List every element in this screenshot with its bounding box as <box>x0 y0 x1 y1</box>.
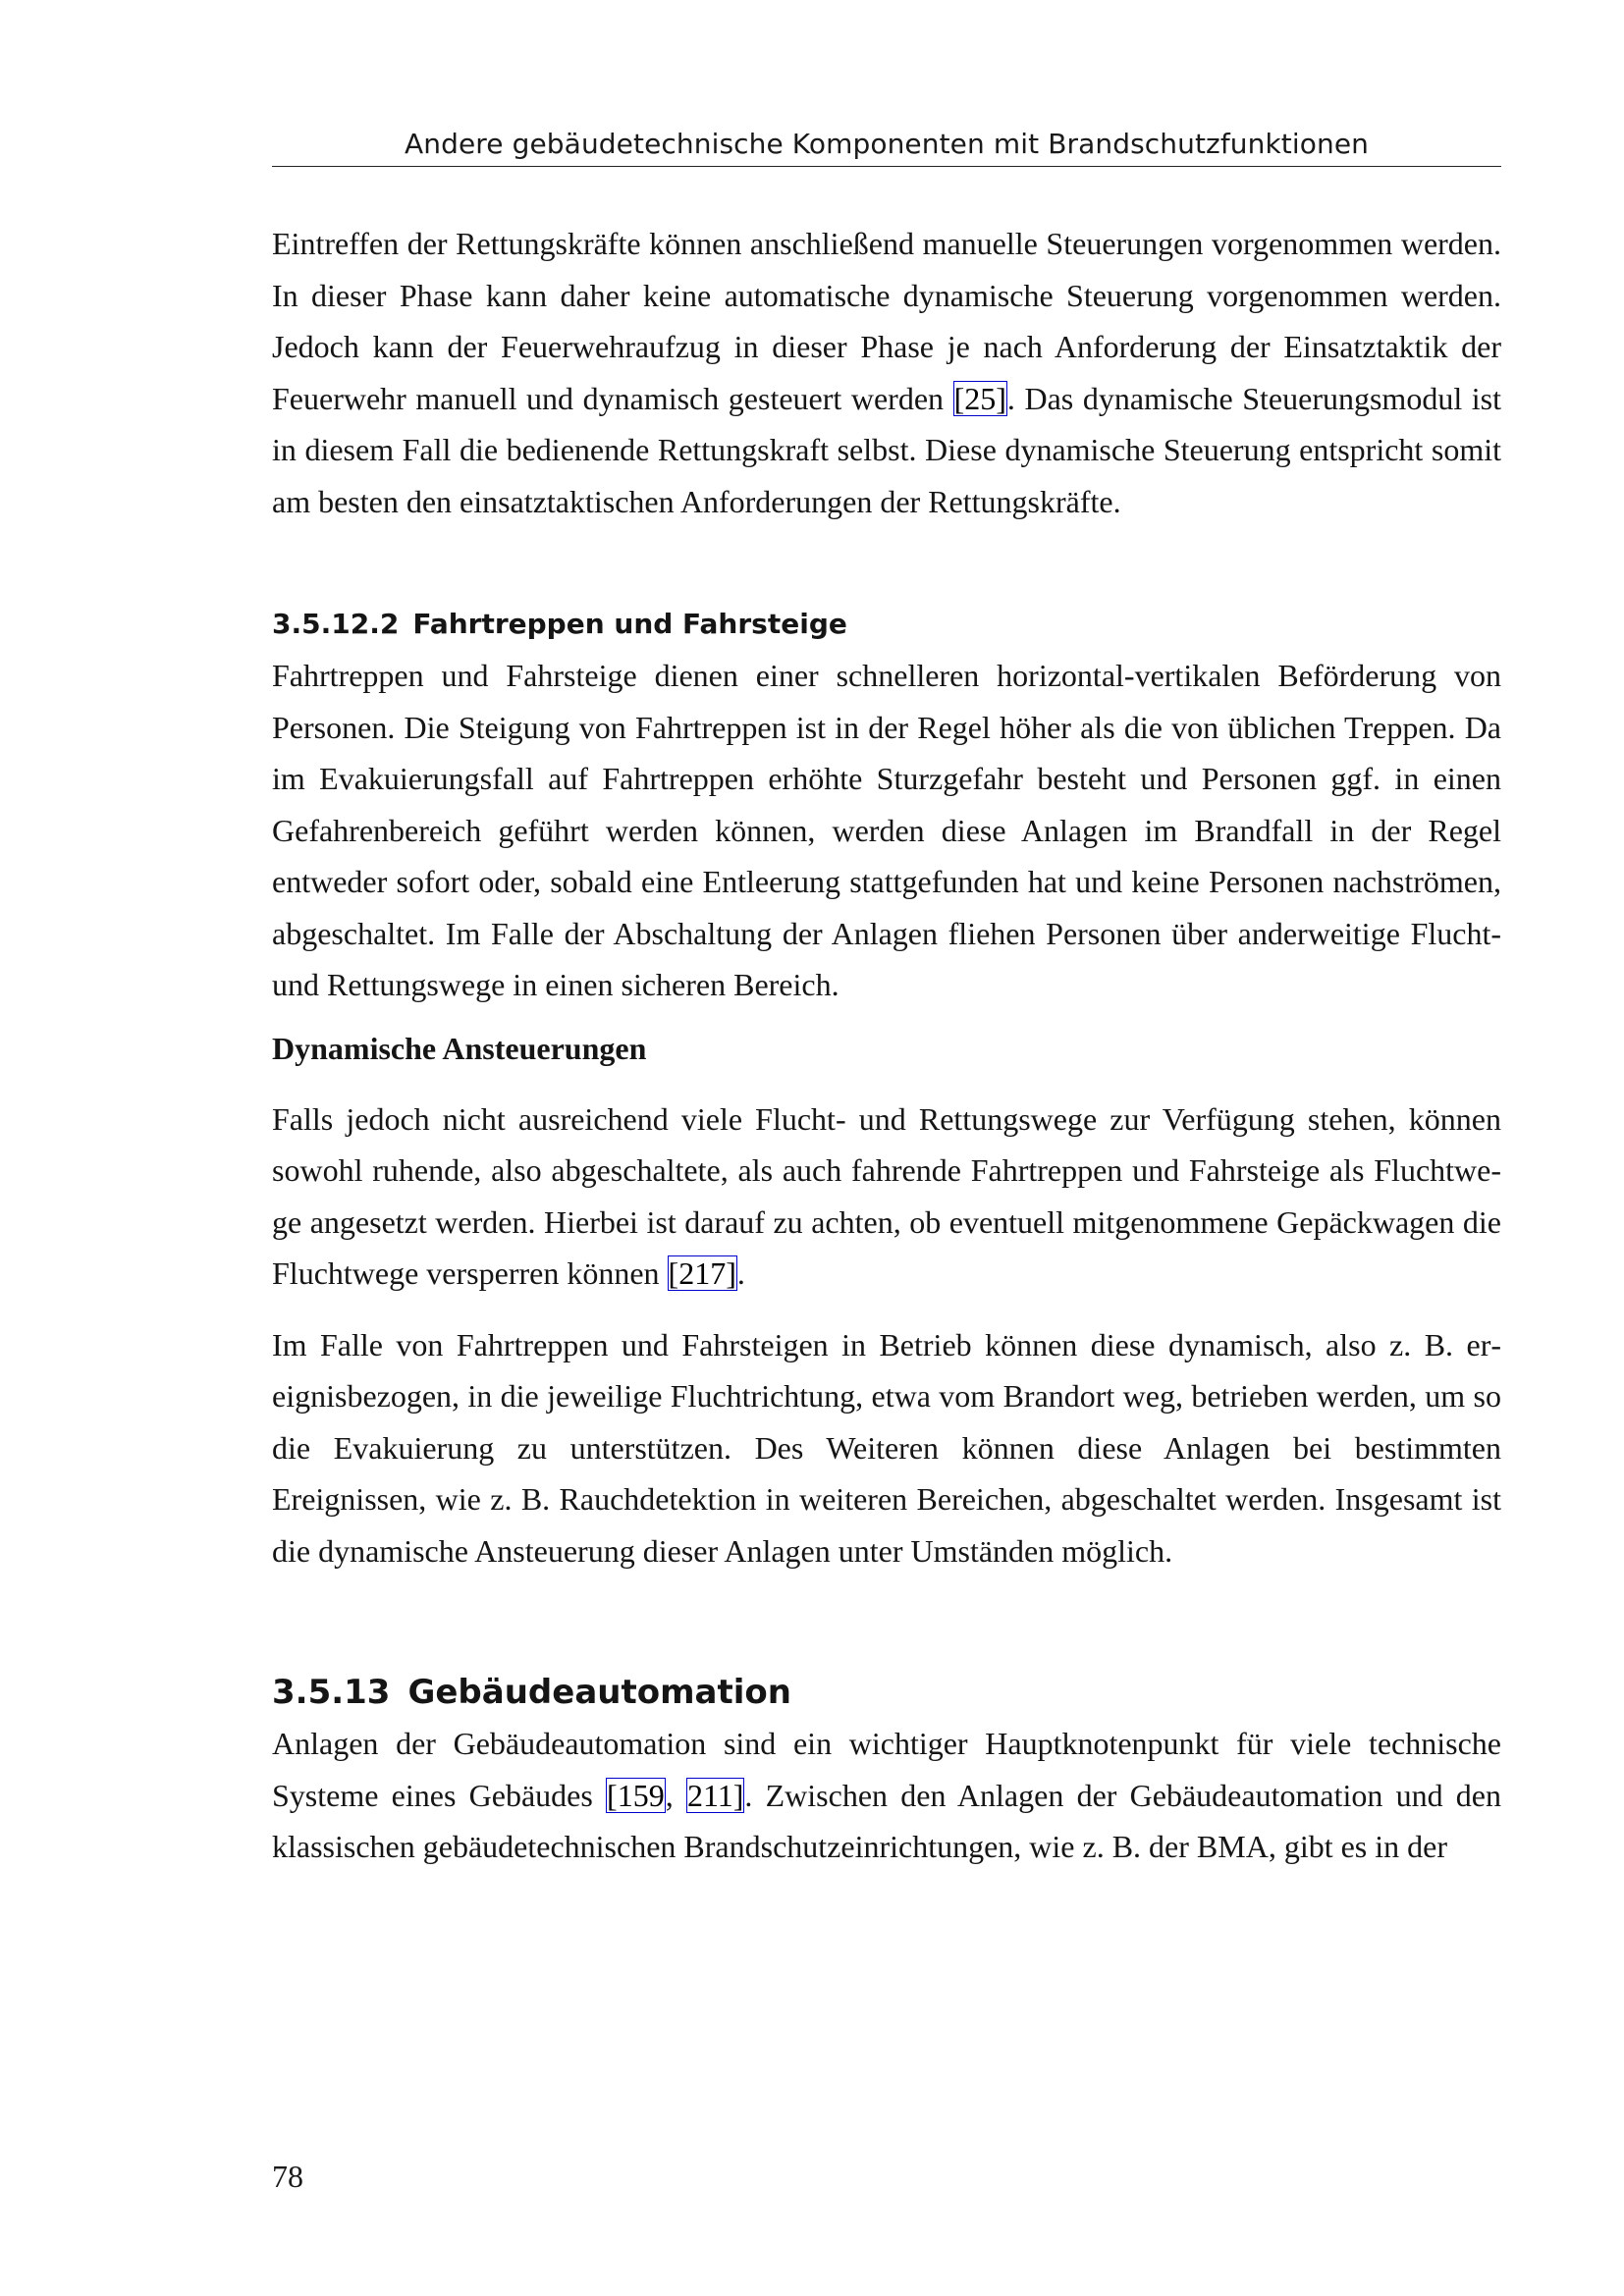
page-body <box>272 218 1501 1873</box>
section-heading-building-automation <box>272 1667 1501 1718</box>
subsection-number: 3.5.12.2 <box>272 608 400 640</box>
running-header <box>272 122 1501 167</box>
paragraph-escalators-intro: Fahrtreppen und Fahrsteige dienen einer schnelleren horizontal-vertikalen Beförderung von Personen. Die Steigung von Fahrtreppen ist in der Regel höher als die von üblichen Treppen. Da im Evakuierungsfall auf Fahrtreppen erhöhte Sturzgefahr besteht und Personen ggf. in einen Gefahrenbereich geführt werden können, werden diese Anlagen im Brandfall in der Regel entweder sofort oder, sobald eine Entleerung stattgefunden hat und keine Personen nachströmen, abgeschaltet. Im Falle der Abschaltung der Anlagen fliehen Personen über anderweitige Flucht- und Rettungswege in einen sicheren Bereich. <box>272 658 1501 1002</box>
paragraph-text: . <box>736 1255 745 1291</box>
section-number: 3.5.13 <box>272 1673 391 1712</box>
citation-link[interactable]: 211] <box>686 1777 744 1813</box>
citation-link[interactable]: [25] <box>953 380 1006 416</box>
paragraph-elevator-control <box>272 218 1501 527</box>
run-in-heading-dynamic-control: Dynamische Ansteuerungen <box>272 1030 647 1066</box>
paragraph-text: . Das dynamische Steuerungsmodul ist in diesem Fall die bedienende Rettungskraft selbst. Diese dynamische Steuerung entspricht somit am besten den einsatztaktischen Anforderungen der Rettungskräfte. <box>272 380 1502 519</box>
paragraph-building-automation <box>272 1718 1501 1873</box>
paragraph-text: . Zwischen den Anlagen der Gebäudeautomation und den klassischen gebäudetechnischen Brandschutzeinrichtungen, wie z. B. der BMA, gibt es in der <box>272 1777 1502 1864</box>
citation-link[interactable]: [159 <box>607 1777 665 1813</box>
page-number: 78 <box>272 2159 303 2194</box>
running-header-title: Andere gebäudetechnische Komponenten mit Brandschutzfunktionen <box>404 128 1370 160</box>
paragraph-text: Eintreffen der Rettungskräfte können anschließend manuelle Steuerungen vorgenommen werden. In dieser Phase kann daher keine automatische dynamische Steuerung vorgenommen werden. Jedoch kann der Feuerwehraufzug in dieser Phase je nach Anforderung der Einsatztaktik der Feuerwehr manuell und dynamisch gesteuert werden <box>272 226 1501 416</box>
citation-separator: , <box>665 1777 686 1813</box>
subsection-heading-escalators <box>272 599 1501 650</box>
paragraph-text: Anlagen der Gebäudeautomation sind ein wichtiger Hauptknotenpunkt für viele technische Systeme eines Gebäudes <box>272 1726 1501 1813</box>
citation-link[interactable]: [217] <box>668 1255 736 1291</box>
paragraph-text: Falls jedoch nicht ausreichend viele Flucht- und Rettungswege zur Verfügung stehen, können sowohl ruhende, also abgeschaltete, als auch fahrende Fahrtreppen und Fahrsteige als Fluchtwege angesetzt werden. Hierbei ist darauf zu achten, ob eventuell mitgenommene Gepäckwagen die Fluchtwege versperren können <box>272 1100 1501 1291</box>
paragraph-escape-routes <box>272 1094 1501 1300</box>
paragraph-escalators-operation: Im Falle von Fahrtreppen und Fahrsteigen in Betrieb können diese dynamisch, also z. B. ereignisbezogen, in die jeweilige Fluchtrichtung, etwa vom Brandort weg, betrieben werden, um so die Evakuierung zu unterstützen. Des Weiteren können diese Anlagen bei bestimmten Ereignissen, wie z. B. Rauchdetektion in weiteren Bereichen, abgeschaltet werden. Insgesamt ist die dynamische Ansteuerung dieser Anlagen unter Umständen möglich. <box>272 1326 1501 1569</box>
section-title: Gebäudeautomation <box>407 1673 791 1712</box>
subsection-title: Fahrtreppen und Fahrsteige <box>412 608 847 640</box>
